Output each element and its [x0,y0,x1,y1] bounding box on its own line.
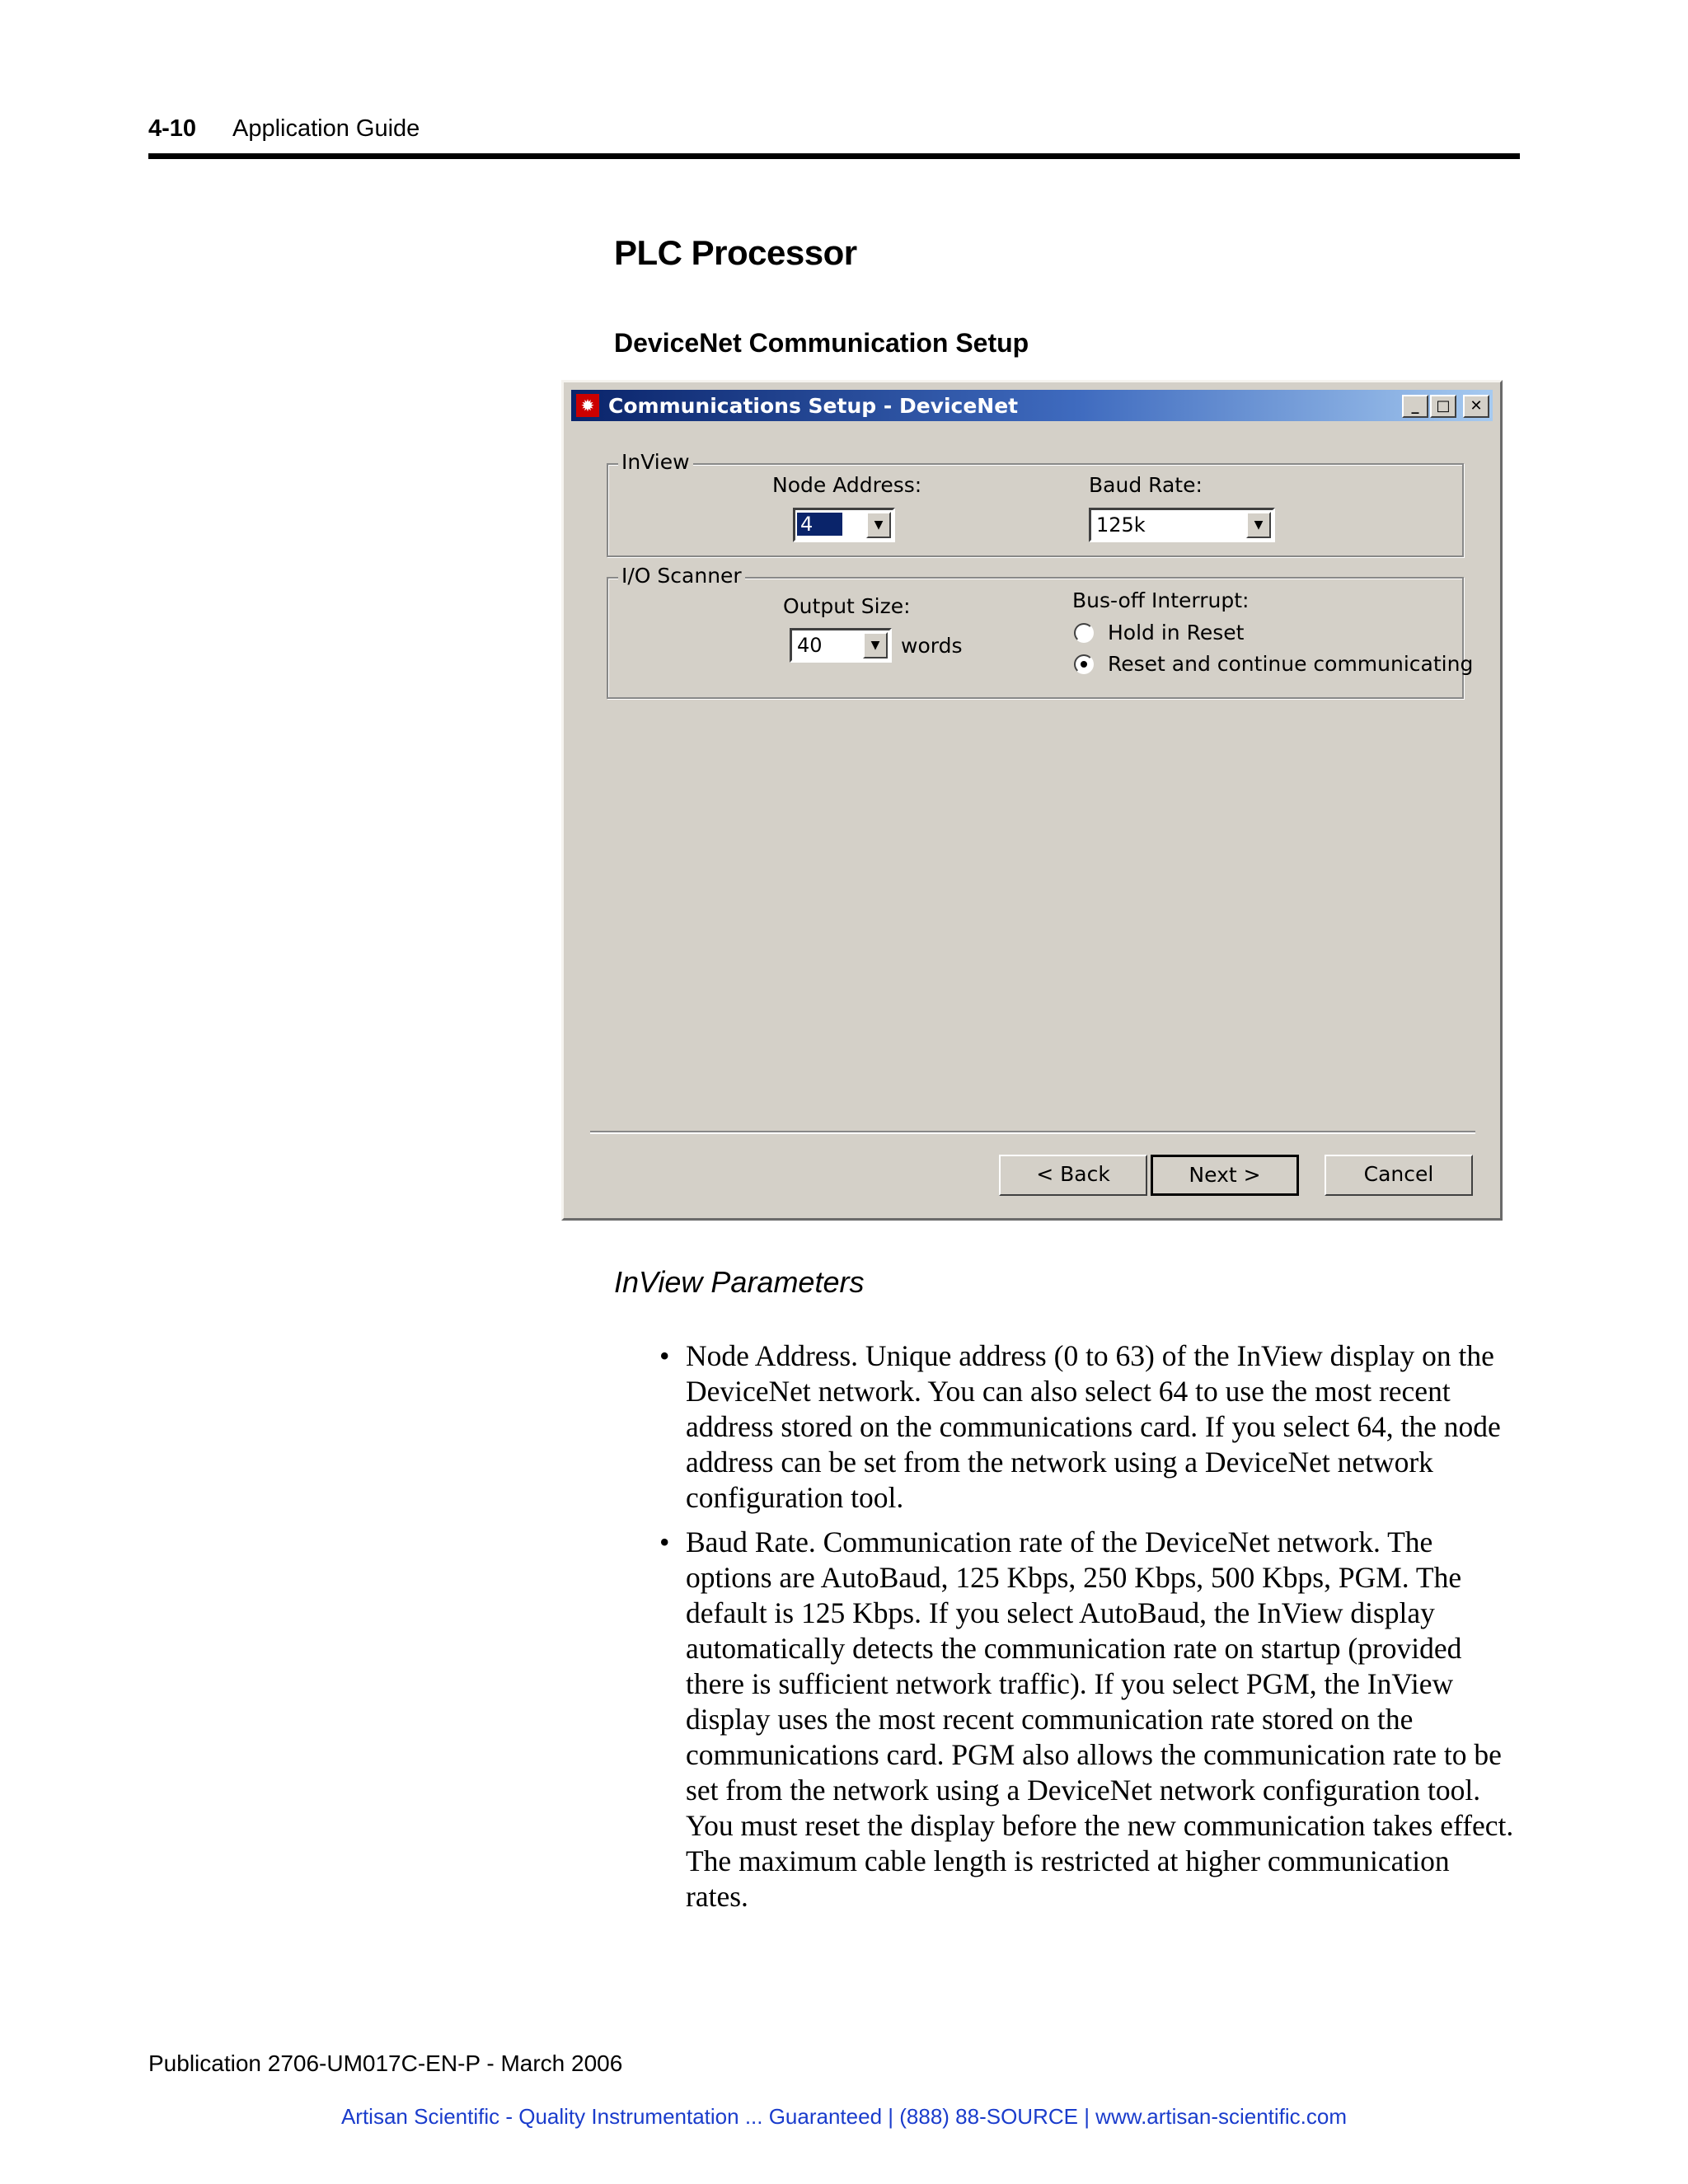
watermark-text: Artisan Scientific - Quality Instrumentation ... Guaranteed | (888) 88-SOURCE | www.artisan-scientific.com [340,2104,1348,2129]
inview-group [607,450,1464,557]
header-rule [148,153,1520,159]
communications-setup-dialog [561,380,1503,1221]
chevron-down-icon[interactable]: ▼ [1246,512,1271,538]
io-scanner-group-label: I/O Scanner [618,564,745,588]
bullet-icon: • [659,1526,670,1558]
reset-continue-radio[interactable] [1074,654,1094,674]
list-item-text: Node Address. Unique address (0 to 63) of the InView display on the DeviceNet network. You can also select 64 to use the most recent address stored on the communications card. If you select 64, the node address can be set from the network using a DeviceNet network configuration tool. [686,1339,1501,1514]
node-address-select[interactable] [793,508,895,542]
output-size-unit: words [901,634,963,658]
reset-continue-label[interactable]: Reset and continue communicating [1108,652,1474,676]
close-button[interactable]: ✕ [1463,395,1489,418]
chevron-down-icon[interactable]: ▼ [866,512,891,538]
back-button[interactable]: < Back [999,1155,1147,1196]
baud-rate-select[interactable] [1089,508,1275,542]
page-number: 4-10 [148,115,197,142]
node-address-value: 4 [797,513,842,536]
baud-rate-label: Baud Rate: [1089,473,1203,497]
running-header-title: Application Guide [232,115,420,142]
dialog-separator [590,1131,1475,1134]
cancel-button[interactable]: Cancel [1325,1155,1473,1196]
figure-caption: InView Parameters [614,1265,865,1299]
list-item-text: Baud Rate. Communication rate of the DeviceNet network. The options are AutoBaud, 125 Kbps, 250 Kbps, 500 Kbps, PGM. The default is 125 Kbps. If you select AutoBaud, the InView display automatically detects the communication rate on startup (provided there is sufficient network traffic). If you select PGM, the InView display uses the most recent communication rate stored on the communications card. PGM also allows the communication rate to be set from the network using a DeviceNet network configuration tool. You must reset the display before the new communication takes effect. The maximum cable length is restricted at higher communication rates. [686,1526,1514,1913]
hold-in-reset-radio[interactable] [1074,623,1094,643]
maximize-button[interactable]: □ [1430,395,1456,418]
figure-title: DeviceNet Communication Setup [614,328,1029,358]
busoff-interrupt-label: Bus-off Interrupt: [1072,588,1250,612]
io-scanner-group [607,564,1464,699]
hold-in-reset-label[interactable]: Hold in Reset [1108,621,1245,644]
minimize-button[interactable]: _ [1402,395,1428,418]
section-title: PLC Processor [614,233,857,272]
baud-rate-value: 125k [1096,513,1146,537]
list-item [659,1525,1517,1915]
dialog-title: Communications Setup - DeviceNet [608,394,1019,418]
output-size-value: 40 [797,634,823,657]
output-size-select[interactable] [790,628,892,663]
output-size-label: Output Size: [783,594,911,618]
list-item [659,1338,1517,1516]
dialog-titlebar[interactable] [571,390,1493,421]
chevron-down-icon[interactable]: ▼ [863,632,888,658]
app-icon: ✹ [576,394,599,417]
node-address-label: Node Address: [772,473,922,497]
bullet-icon: • [659,1339,670,1372]
parameter-list [659,1338,1517,1924]
next-button[interactable]: Next > [1151,1155,1299,1196]
publication-footer: Publication 2706-UM017C-EN-P - March 2006 [148,2050,623,2076]
inview-group-label: InView [618,450,693,474]
